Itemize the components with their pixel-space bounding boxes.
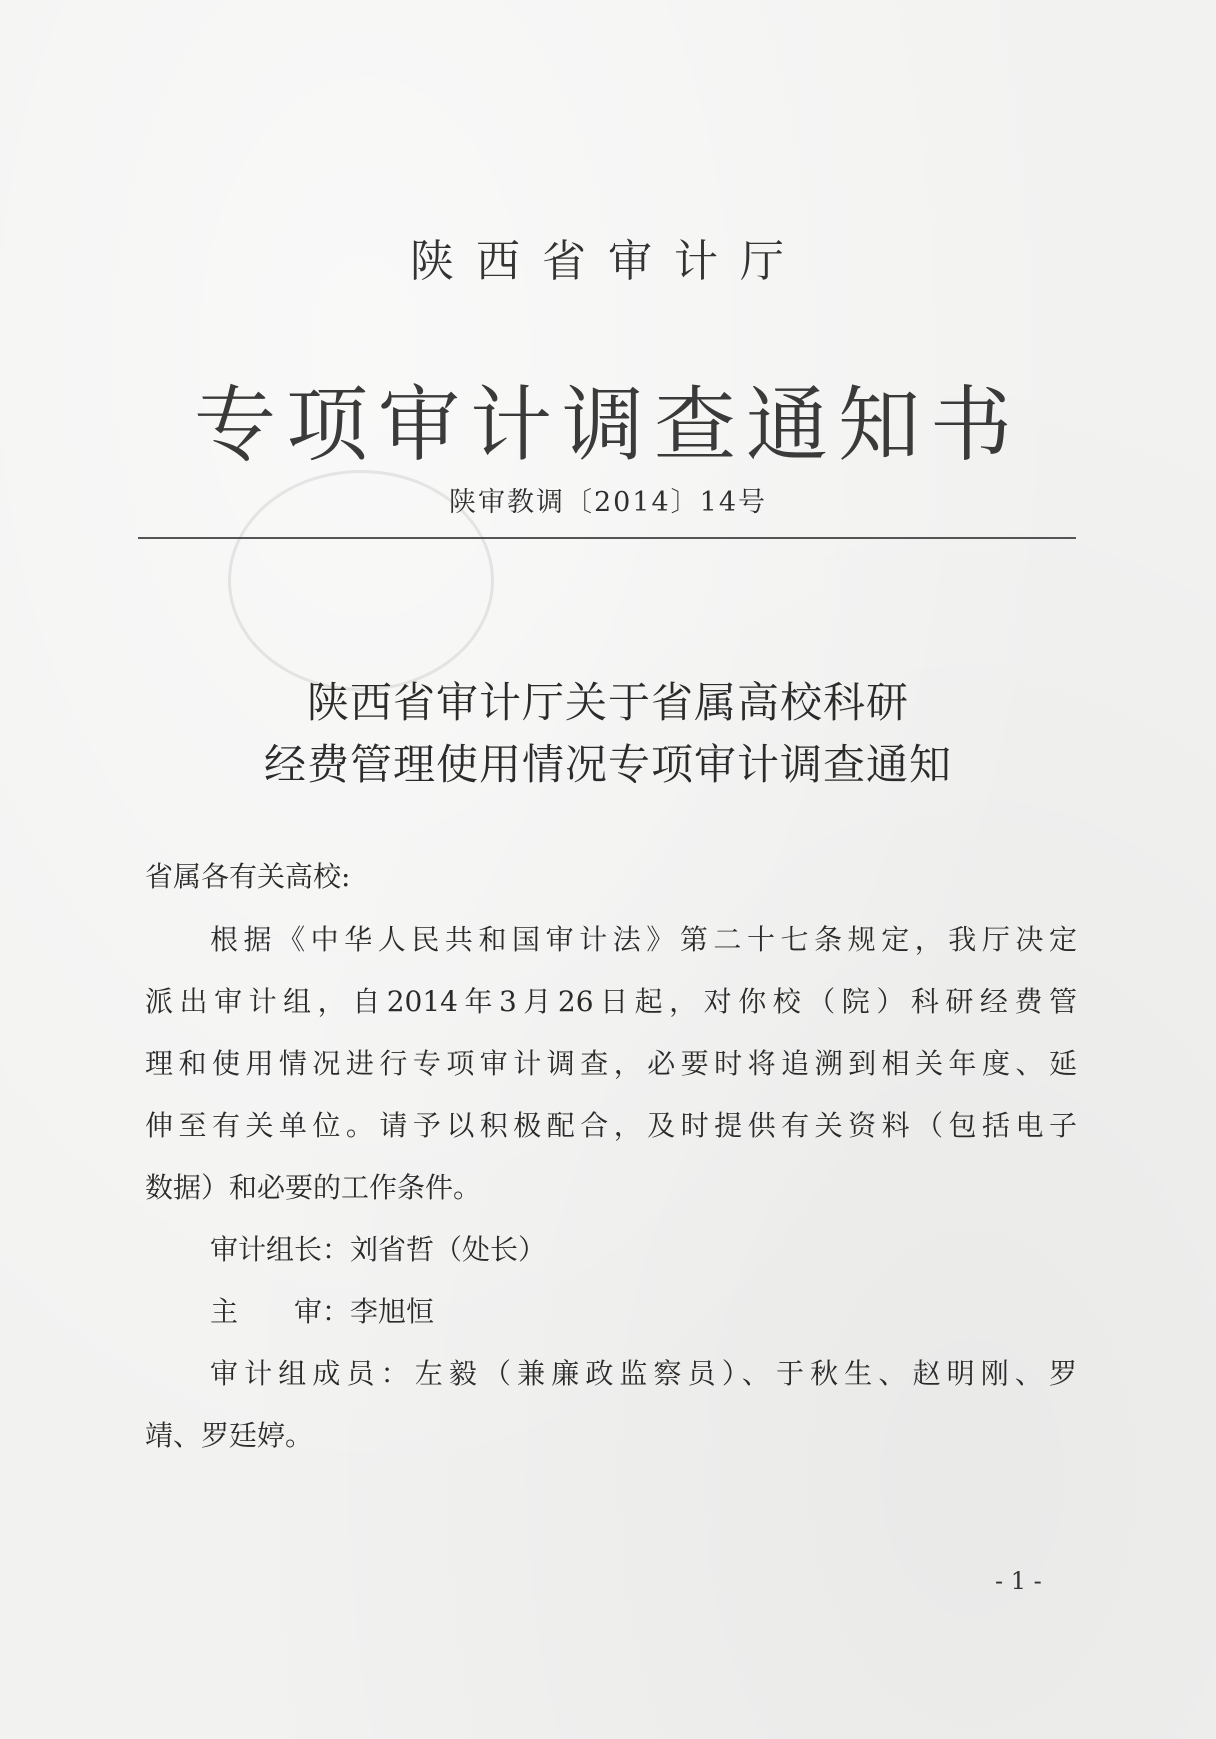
document-number: 陕审教调〔2014〕14号 [448, 487, 768, 518]
chief-auditor: 主 审：李旭恒 [210, 1295, 435, 1328]
header-divider [138, 537, 1076, 539]
issuing-organization: 陕西省审计厅 [410, 236, 806, 287]
team-members-line-2: 靖、罗廷婷。 [145, 1419, 314, 1452]
notice-title-line-1: 陕西省审计厅关于省属高校科研 [306, 678, 909, 727]
document-type-heading: 专项审计调查通知书 [193, 378, 1022, 473]
body-line-2: 派出审计组，自2014年3月26日起，对你校（院）科研经费管 [145, 985, 1077, 1018]
body-line-1: 根据《中华人民共和国审计法》第二十七条规定，我厅决定 [210, 923, 1077, 956]
team-members-line-1: 审计组成员：左毅（兼廉政监察员）、于秋生、赵明刚、罗 [210, 1357, 1077, 1390]
team-leader: 审计组长：刘省哲（处长） [210, 1233, 547, 1266]
body-line-5: 数据）和必要的工作条件。 [145, 1171, 482, 1204]
salutation: 省属各有关高校: [145, 860, 351, 893]
body-line-3: 理和使用情况进行专项审计调查，必要时将追溯到相关年度、延 [145, 1047, 1077, 1080]
notice-title-line-2: 经费管理使用情况专项审计调查通知 [263, 740, 952, 789]
body-line-4: 伸至有关单位。请予以积极配合，及时提供有关资料（包括电子 [145, 1109, 1077, 1142]
page-number: - 1 - [995, 1567, 1042, 1595]
